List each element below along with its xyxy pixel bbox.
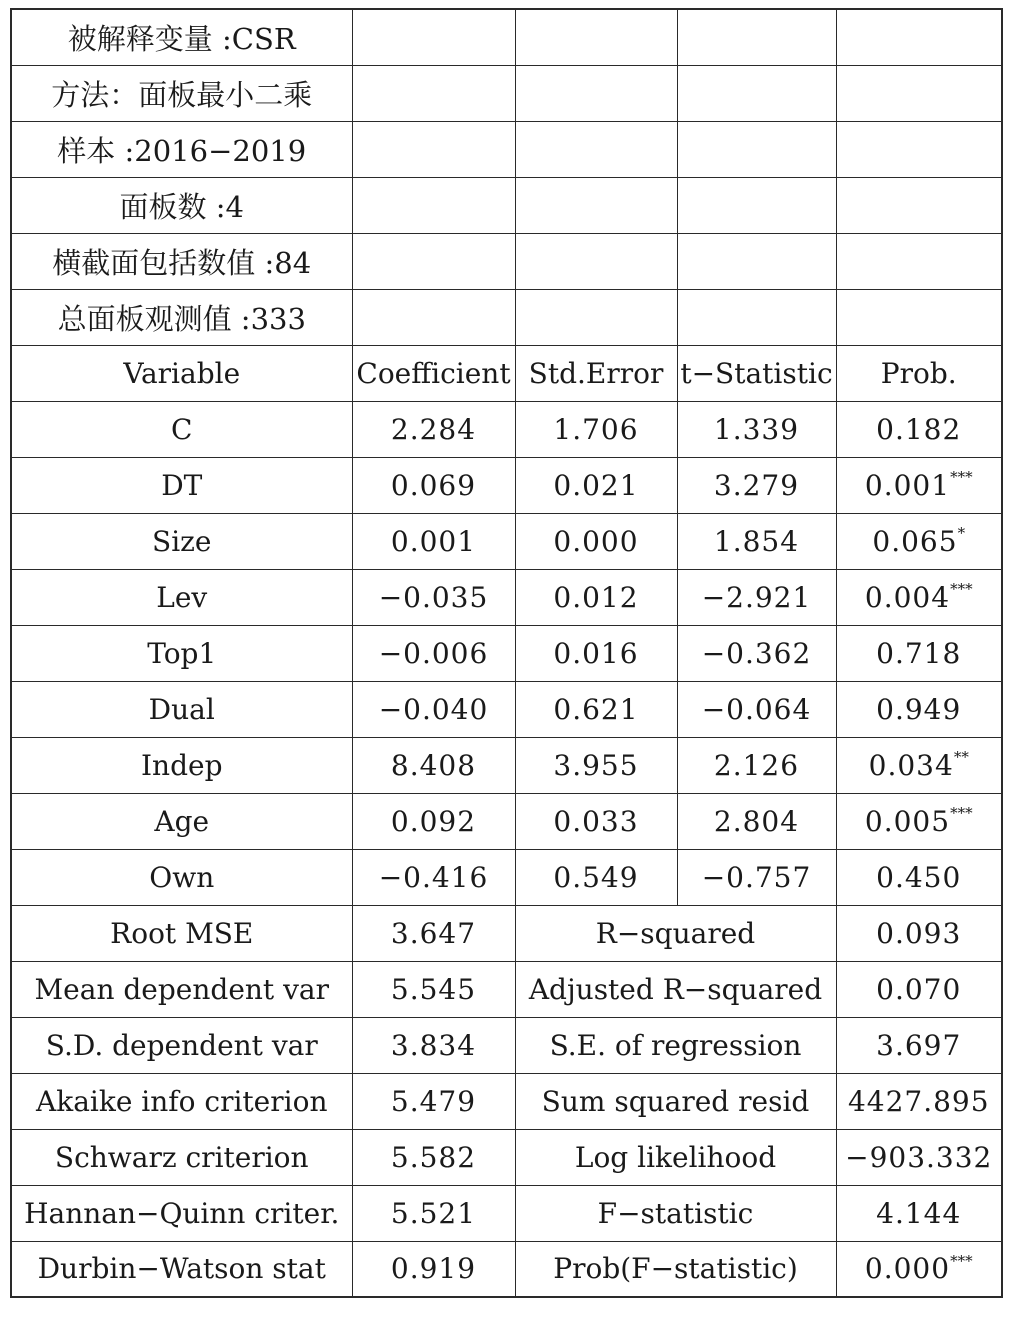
- variable-name: Indep: [11, 737, 352, 793]
- stat-value-cell: [836, 961, 1002, 1017]
- table-row: [11, 625, 1002, 681]
- coefficient-value: −0.006: [352, 625, 515, 681]
- stat-label: Akaike info criterion: [11, 1073, 352, 1129]
- prob-cell: [836, 793, 1002, 849]
- prob-value: 0.450: [876, 860, 962, 894]
- info-row: [11, 9, 1002, 65]
- stats-row: [11, 961, 1002, 1017]
- info-row: [11, 289, 1002, 345]
- t-statistic-value: −0.757: [677, 849, 836, 905]
- variable-name: C: [11, 401, 352, 457]
- column-header-variable: Variable: [11, 345, 352, 401]
- stat-value: 0.000: [864, 1252, 951, 1286]
- prob-cell: [836, 457, 1002, 513]
- empty-cell: [677, 177, 836, 233]
- stats-row: [11, 1017, 1002, 1073]
- stats-row: [11, 1241, 1002, 1297]
- t-statistic-value: 2.804: [677, 793, 836, 849]
- significance-stars: ***: [950, 1251, 973, 1270]
- t-statistic-value: 2.126: [677, 737, 836, 793]
- stat-value: 3.697: [876, 1028, 962, 1062]
- coefficient-value: −0.040: [352, 681, 515, 737]
- prob-value: 0.718: [876, 636, 962, 670]
- info-row: [11, 177, 1002, 233]
- empty-cell: [352, 121, 515, 177]
- empty-cell: [515, 289, 677, 345]
- coefficient-value: 0.001: [352, 513, 515, 569]
- stat-value: 0.919: [352, 1241, 515, 1297]
- sample-cell: 样本 :2016−2019: [11, 121, 352, 177]
- table-row: [11, 401, 1002, 457]
- stat-value: 4427.895: [847, 1084, 990, 1118]
- stat-label: S.E. of regression: [515, 1017, 836, 1073]
- std-error-value: 0.016: [515, 625, 677, 681]
- std-error-value: 0.033: [515, 793, 677, 849]
- t-statistic-value: −0.064: [677, 681, 836, 737]
- stat-value: 3.647: [352, 905, 515, 961]
- panel-count-cell: 面板数 :4: [11, 177, 352, 233]
- empty-cell: [515, 9, 677, 65]
- variable-name: Lev: [11, 569, 352, 625]
- empty-cell: [677, 233, 836, 289]
- prob-value: 0.182: [876, 412, 962, 446]
- significance-stars: ***: [950, 468, 973, 487]
- empty-cell: [677, 121, 836, 177]
- coefficient-value: 0.069: [352, 457, 515, 513]
- prob-value: 0.001: [864, 468, 951, 502]
- stat-value-cell: [836, 1185, 1002, 1241]
- coefficient-value: 8.408: [352, 737, 515, 793]
- cross-section-cell: 横截面包括数值 :84: [11, 233, 352, 289]
- stat-label: Schwarz criterion: [11, 1129, 352, 1185]
- prob-value: 0.949: [876, 692, 962, 726]
- table-row: [11, 457, 1002, 513]
- variable-name: Dual: [11, 681, 352, 737]
- stats-row: [11, 1073, 1002, 1129]
- stat-value-cell: [836, 905, 1002, 961]
- empty-cell: [515, 177, 677, 233]
- empty-cell: [677, 65, 836, 121]
- stat-value: 0.070: [876, 972, 962, 1006]
- empty-cell: [352, 65, 515, 121]
- stat-value: 5.545: [352, 961, 515, 1017]
- table-row: [11, 849, 1002, 905]
- empty-cell: [352, 177, 515, 233]
- regression-table: [10, 8, 1003, 1298]
- column-header-row: [11, 345, 1002, 401]
- std-error-value: 0.000: [515, 513, 677, 569]
- table-row: [11, 513, 1002, 569]
- empty-cell: [515, 233, 677, 289]
- prob-value: 0.034: [868, 748, 954, 782]
- stat-value: 0.093: [876, 916, 962, 950]
- stat-value-cell: [836, 1129, 1002, 1185]
- stat-value-cell: [836, 1073, 1002, 1129]
- coefficient-value: −0.035: [352, 569, 515, 625]
- empty-cell: [836, 9, 1002, 65]
- table-row: [11, 737, 1002, 793]
- significance-stars: **: [953, 748, 969, 767]
- prob-cell: [836, 849, 1002, 905]
- std-error-value: 0.021: [515, 457, 677, 513]
- prob-cell: [836, 513, 1002, 569]
- info-row: [11, 233, 1002, 289]
- empty-cell: [352, 9, 515, 65]
- stat-label: Prob(F−statistic): [515, 1241, 836, 1297]
- column-header-coefficient: Coefficient: [352, 345, 515, 401]
- table-row: [11, 793, 1002, 849]
- empty-cell: [352, 289, 515, 345]
- stat-label: Sum squared resid: [515, 1073, 836, 1129]
- stat-value: 5.582: [352, 1129, 515, 1185]
- stats-row: [11, 905, 1002, 961]
- std-error-value: 1.706: [515, 401, 677, 457]
- stats-row: [11, 1185, 1002, 1241]
- info-row: [11, 121, 1002, 177]
- coefficient-value: 0.092: [352, 793, 515, 849]
- stat-label: F−statistic: [515, 1185, 836, 1241]
- empty-cell: [515, 121, 677, 177]
- prob-cell: [836, 401, 1002, 457]
- stat-label: Adjusted R−squared: [515, 961, 836, 1017]
- stat-label: Root MSE: [11, 905, 352, 961]
- method-cell: 方法：面板最小二乘: [11, 65, 352, 121]
- stat-label: R−squared: [515, 905, 836, 961]
- empty-cell: [836, 233, 1002, 289]
- empty-cell: [836, 65, 1002, 121]
- std-error-value: 0.621: [515, 681, 677, 737]
- variable-name: DT: [11, 457, 352, 513]
- prob-cell: [836, 681, 1002, 737]
- observations-cell: 总面板观测值 :333: [11, 289, 352, 345]
- prob-cell: [836, 625, 1002, 681]
- t-statistic-value: 3.279: [677, 457, 836, 513]
- column-header-t-statistic: t−Statistic: [677, 345, 836, 401]
- empty-cell: [836, 289, 1002, 345]
- stat-label: Mean dependent var: [11, 961, 352, 1017]
- std-error-value: 3.955: [515, 737, 677, 793]
- prob-value: 0.005: [864, 804, 951, 838]
- prob-value: 0.065: [872, 524, 958, 558]
- empty-cell: [677, 9, 836, 65]
- empty-cell: [515, 65, 677, 121]
- stat-value-cell: [836, 1017, 1002, 1073]
- empty-cell: [677, 289, 836, 345]
- empty-cell: [836, 177, 1002, 233]
- stat-label: Hannan−Quinn criter.: [11, 1185, 352, 1241]
- dependent-variable-cell: 被解释变量 :CSR: [11, 9, 352, 65]
- significance-stars: ***: [950, 804, 973, 823]
- prob-cell: [836, 737, 1002, 793]
- prob-cell: [836, 569, 1002, 625]
- empty-cell: [836, 121, 1002, 177]
- variable-name: Top1: [11, 625, 352, 681]
- coefficient-value: −0.416: [352, 849, 515, 905]
- stat-value: 3.834: [352, 1017, 515, 1073]
- column-header-prob: Prob.: [836, 345, 1002, 401]
- variable-name: Own: [11, 849, 352, 905]
- t-statistic-value: 1.339: [677, 401, 836, 457]
- t-statistic-value: 1.854: [677, 513, 836, 569]
- std-error-value: 0.012: [515, 569, 677, 625]
- empty-cell: [352, 233, 515, 289]
- stat-value-cell: [836, 1241, 1002, 1297]
- stats-row: [11, 1129, 1002, 1185]
- significance-stars: *: [957, 524, 966, 543]
- info-row: [11, 65, 1002, 121]
- significance-stars: ***: [950, 580, 973, 599]
- column-header-std-error: Std.Error: [515, 345, 677, 401]
- stat-value: −903.332: [845, 1140, 993, 1174]
- t-statistic-value: −2.921: [677, 569, 836, 625]
- stat-value: 5.479: [352, 1073, 515, 1129]
- variable-name: Age: [11, 793, 352, 849]
- coefficient-value: 2.284: [352, 401, 515, 457]
- stat-label: S.D. dependent var: [11, 1017, 352, 1073]
- t-statistic-value: −0.362: [677, 625, 836, 681]
- stat-label: Durbin−Watson stat: [11, 1241, 352, 1297]
- std-error-value: 0.549: [515, 849, 677, 905]
- stat-label: Log likelihood: [515, 1129, 836, 1185]
- table-row: [11, 569, 1002, 625]
- prob-value: 0.004: [864, 580, 951, 614]
- variable-name: Size: [11, 513, 352, 569]
- table-row: [11, 681, 1002, 737]
- stat-value: 5.521: [352, 1185, 515, 1241]
- stat-value: 4.144: [876, 1196, 962, 1230]
